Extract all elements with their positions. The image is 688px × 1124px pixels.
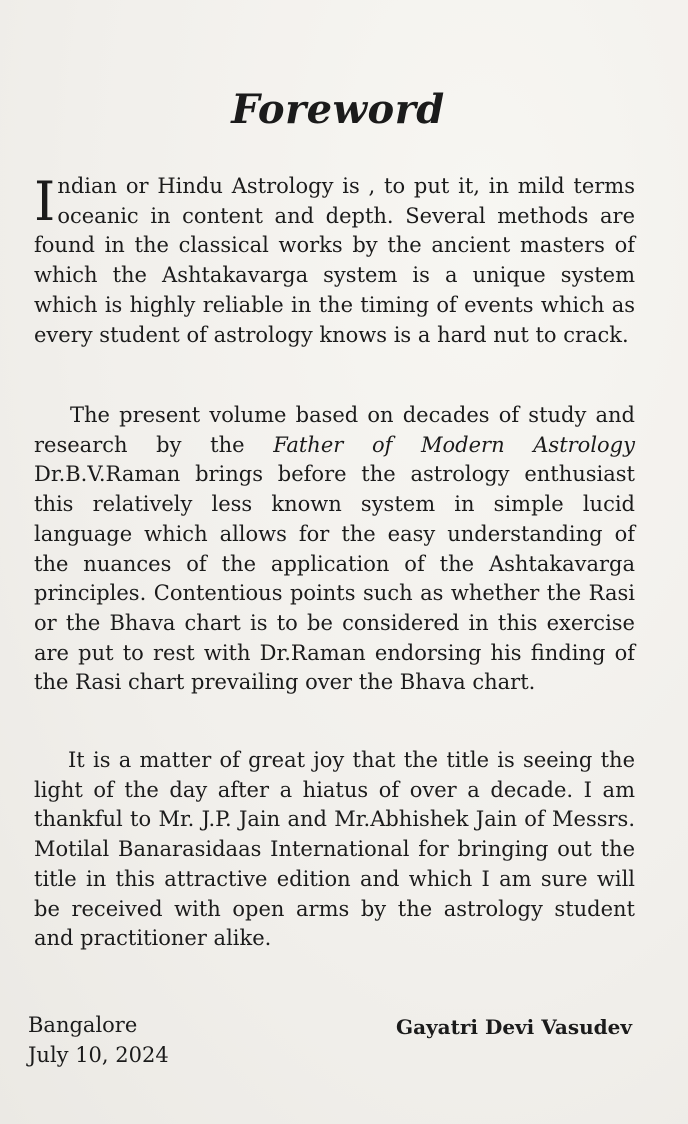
paragraph-3: It is a matter of great joy that the title is seeing the light of the day after a hiatus of over a decade. I am thankful to Mr. J.P. Jain and Mr.Abhishek Jain of Messrs. Motilal Banarasidaas International for bringing out the title in this attractive edition and which I am sure will be received with open arms by the astrology student and practitioner alike. bbox=[34, 748, 635, 951]
signature-place-date bbox=[28, 1010, 169, 1070]
paragraph-2-text-end: Dr.B.V.Raman brings before the astrology enthusiast this relatively less known system in simple lucid language which allows for the easy understanding of the nuances of the application of the Ashtakavarga principles. Contentious points such as whether the Rasi or the Bhava chart is to be considered in this exercise are put to rest with Dr.Raman endorsing his finding of the Rasi chart prevailing over the Bhava chart. bbox=[34, 462, 635, 695]
paragraph-2-text-start: The present volume based on decades of study and research by the bbox=[34, 403, 635, 457]
paragraph-2 bbox=[34, 401, 635, 698]
signature-author: Gayatri Devi Vasudev bbox=[396, 1015, 632, 1039]
drop-cap: I bbox=[34, 170, 56, 233]
page-title: Foreword bbox=[231, 86, 445, 133]
paragraph-1-text: ndian or Hindu Astrology is , to put it, in mild terms oceanic in content and depth. Several methods are found in the classical works by the ancient masters of which the Ashtakavarga system is a unique system which is highly reliable in the timing of events which as every student of astrology knows is a hard nut to crack. bbox=[34, 174, 635, 347]
signature-date: July 10, 2024 bbox=[28, 1043, 169, 1067]
signature-place: Bangalore bbox=[28, 1013, 138, 1037]
paragraph-2-emphasis: Father of Modern Astrology bbox=[273, 432, 635, 457]
paragraph-1 bbox=[34, 172, 635, 350]
